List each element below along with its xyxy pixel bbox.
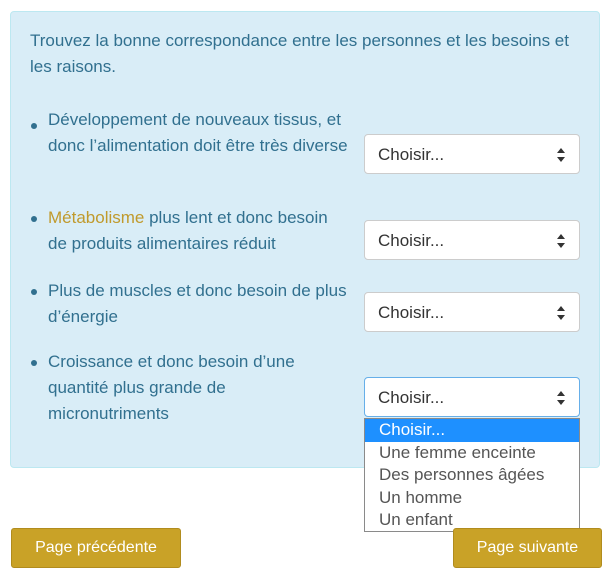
question-panel — [10, 11, 600, 468]
select-value: Choisir... — [378, 303, 445, 322]
previous-page-button[interactable]: Page précédente — [11, 528, 181, 568]
item-text — [48, 205, 348, 257]
match-select-3[interactable] — [364, 292, 580, 332]
select-dropdown-list — [364, 418, 580, 532]
bullet-icon — [31, 289, 37, 295]
dropdown-option[interactable]: Une femme enceinte — [379, 442, 536, 462]
select-value: Choisir... — [378, 388, 445, 407]
dropdown-option[interactable]: Un homme — [379, 487, 463, 507]
instructions-text: Trouvez la bonne correspondance entre les personnes et les besoins et les raisons. — [30, 31, 569, 76]
select-arrows-icon — [556, 390, 566, 406]
select-arrows-icon — [556, 305, 566, 321]
match-select-4[interactable] — [364, 377, 580, 417]
dropdown-option[interactable]: Choisir... — [365, 419, 579, 442]
bullet-icon — [31, 216, 37, 222]
dropdown-option[interactable]: Un enfant — [379, 510, 453, 529]
item-text: Croissance et donc besoin d’une quantité plus grande de micronutriments — [48, 352, 295, 423]
dropdown-option[interactable]: Des personnes âgées — [379, 465, 545, 484]
item-text: Plus de muscles et donc besoin de plus d’énergie — [48, 281, 347, 326]
item-text: Développement de nouveaux tissus, et donc l’alimentation doit être très diverse — [48, 110, 348, 155]
item-text-rest: plus lent et donc besoin de produits alimentaires réduit — [48, 208, 328, 253]
highlighted-term: Métabolisme — [48, 208, 145, 227]
match-select-1[interactable] — [364, 134, 580, 174]
bullet-icon — [31, 123, 37, 129]
select-value: Choisir... — [378, 231, 445, 250]
select-arrows-icon — [556, 147, 566, 163]
next-page-button[interactable]: Page suivante — [453, 528, 602, 568]
select-value: Choisir... — [378, 145, 445, 164]
bullet-icon — [31, 360, 37, 366]
match-select-2[interactable] — [364, 220, 580, 260]
select-arrows-icon — [556, 233, 566, 249]
